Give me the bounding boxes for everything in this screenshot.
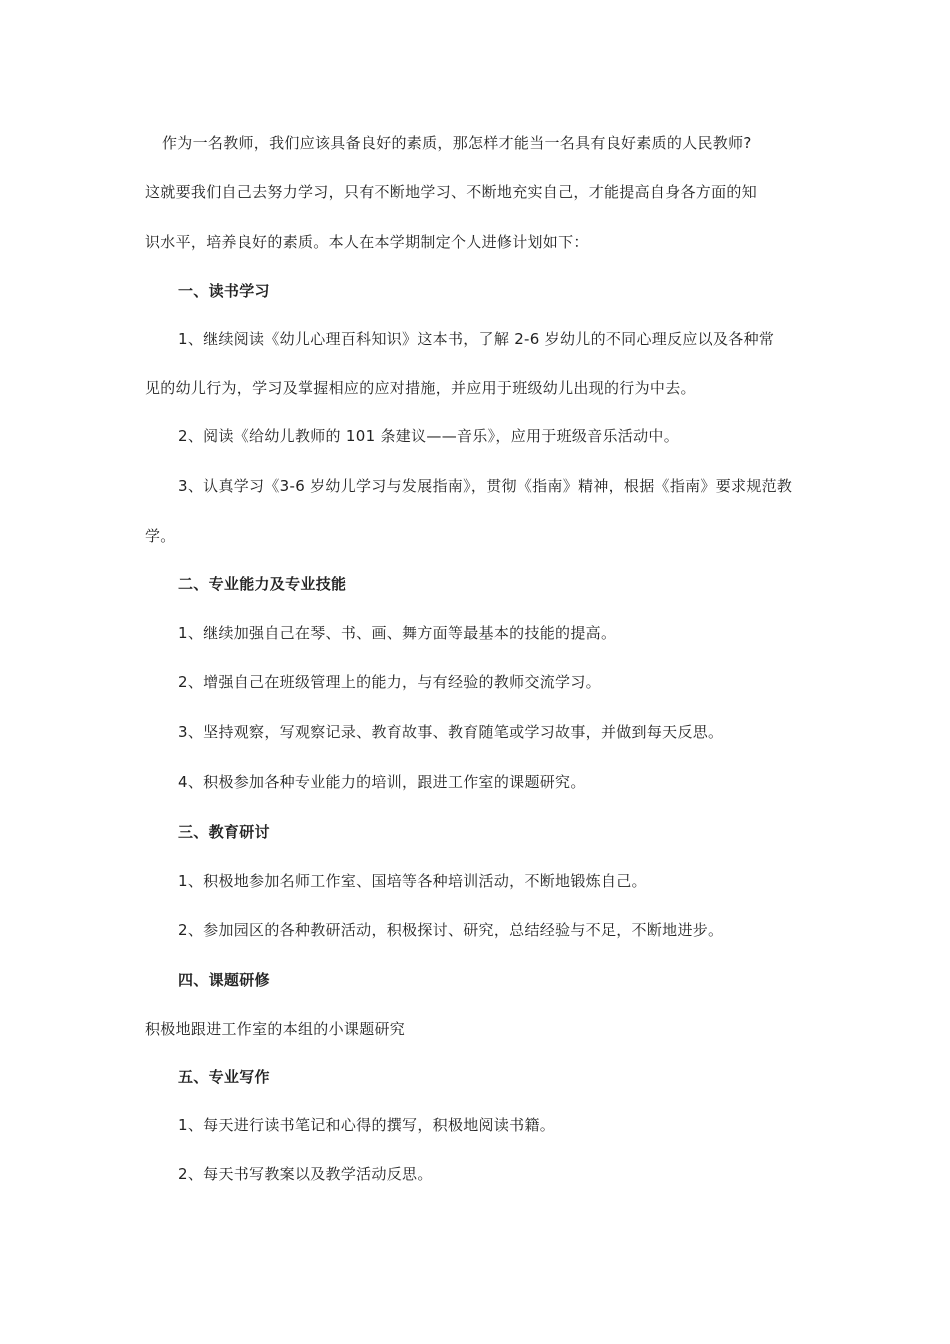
reading-item-1-line-1: 1、继续阅读《幼儿心理百科知识》这本书，了解 2-6 岁幼儿的不同心理反应以及各种常 [178,330,775,348]
intro-line-1: 作为一名教师，我们应该具备良好的素质，那怎样才能当一名具有良好素质的人民教师? [162,134,752,152]
section-heading-reading: 一、读书学习 [178,282,270,300]
reading-item-1-line-2: 见的幼儿行为，学习及掌握相应的应对措施，并应用于班级幼儿出现的行为中去。 [145,379,696,397]
research-item-1: 1、积极地参加名师工作室、国培等各种培训活动，不断地锻炼自己。 [178,872,647,890]
research-item-2: 2、参加园区的各种教研活动，积极探讨、研究，总结经验与不足，不断地进步。 [178,921,724,939]
skills-item-3: 3、坚持观察，写观察记录、教育故事、教育随笔或学习故事，并做到每天反思。 [178,723,724,741]
writing-item-1: 1、每天进行读书笔记和心得的撰写，积极地阅读书籍。 [178,1116,556,1134]
writing-item-2: 2、每天书写教案以及教学活动反思。 [178,1165,433,1183]
section-heading-professional-writing: 五、专业写作 [178,1068,270,1086]
intro-line-2: 这就要我们自己去努力学习，只有不断地学习、不断地充实自己，才能提高自身各方面的知 [145,183,758,201]
skills-item-2: 2、增强自己在班级管理上的能力，与有经验的教师交流学习。 [178,673,601,691]
intro-line-3: 识水平，培养良好的素质。本人在本学期制定个人进修计划如下： [145,233,589,251]
section-heading-project-study: 四、课题研修 [178,971,270,989]
skills-item-1: 1、继续加强自己在琴、书、画、舞方面等最基本的技能的提高。 [178,624,617,642]
project-study-text: 积极地跟进工作室的本组的小课题研究 [145,1020,406,1038]
reading-item-3-line-1: 3、认真学习《3-6 岁幼儿学习与发展指南》，贯彻《指南》精神，根据《指南》要求规范教 [178,477,793,495]
skills-item-4: 4、积极参加各种专业能力的培训，跟进工作室的课题研究。 [178,773,586,791]
section-heading-teaching-research: 三、教育研讨 [178,823,270,841]
reading-item-2: 2、阅读《给幼儿教师的 101 条建议——音乐》，应用于班级音乐活动中。 [178,427,680,445]
reading-item-3-line-2: 学。 [145,527,176,545]
section-heading-professional-skills: 二、专业能力及专业技能 [178,575,347,593]
